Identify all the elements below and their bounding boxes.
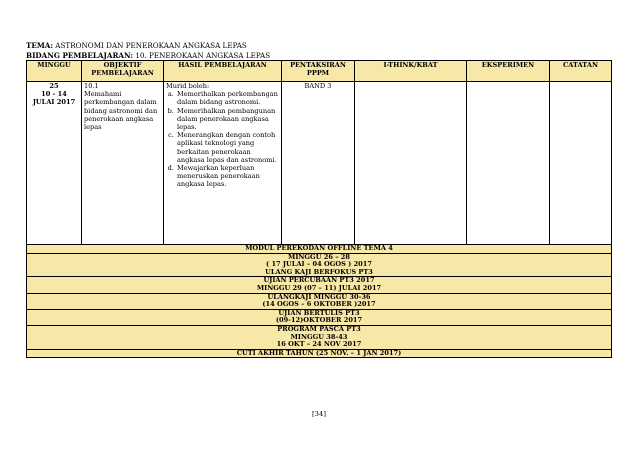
banner-cell xyxy=(27,245,612,254)
ithink-cell xyxy=(355,82,467,245)
banner-cell xyxy=(27,309,612,325)
banner-line: MINGGU 29 (07 – 11) JULAI 2017 xyxy=(256,283,382,292)
list-item: c. Menerangkan dengan contoh aplikasi teknologi yang berkaitan penerokaan angkasa lepas dan astronomi. xyxy=(176,131,279,164)
banner-program-pasca xyxy=(27,325,612,349)
banner-cell xyxy=(27,293,612,309)
banner-line: ULANGKAJI MINGGU 30-36 xyxy=(267,292,371,301)
list-item: d. Mewajarkan keperluan meneruskan penerokaan angkasa lepas. xyxy=(176,164,279,189)
banner-cell xyxy=(27,253,612,277)
banner-ujian-bertulis xyxy=(27,309,612,325)
header-eksperimen: EKSPERIMEN xyxy=(467,61,550,82)
header-pentaksiran: PENTAKSIRAN PPPM xyxy=(282,61,355,82)
header-catatan: CATATAN xyxy=(550,61,612,82)
banner-line: MINGGU 26 – 28 xyxy=(288,252,350,261)
banner-line: CUTI AKHIR TAHUN (25 NOV. – 1 JAN 2017) xyxy=(236,348,402,357)
header-hasil: HASIL PEMBELAJARAN xyxy=(164,61,282,82)
objektif-code: 10.1 xyxy=(84,82,99,90)
banner-line: 16 OKT – 24 NOV 2017 xyxy=(276,340,362,349)
hasil-list xyxy=(166,90,279,188)
objektif-cell xyxy=(82,82,164,245)
banner-ujian-percubaan xyxy=(27,277,612,293)
objektif-text: Memahami perkembangan dalam bidang astronomi dan penerokaan angkasa lepas xyxy=(84,90,158,132)
banner-line: PROGRAM PASCA PT3 xyxy=(277,324,361,333)
banner-line: (09-12)OKTOBER 2017 xyxy=(275,316,363,325)
list-item: a. Memerihalkan perkembangan dalam bidang astronomi. xyxy=(176,90,279,106)
banner-line: (14 OGOS – 6 OKTOBER )2017 xyxy=(262,300,376,309)
minggu-week: 25 xyxy=(49,82,59,90)
page-number: [34] xyxy=(312,410,326,418)
bidang-line xyxy=(26,51,270,60)
banner-line: ULANG KAJI BERFOKUS PT3 xyxy=(265,267,373,276)
tema-value: ASTRONOMI DAN PENEROKAAN ANGKASA LEPAS xyxy=(53,41,247,50)
table-row xyxy=(27,82,612,245)
hasil-cell xyxy=(164,82,282,245)
lesson-plan-table xyxy=(26,60,612,358)
tema-label: TEMA: xyxy=(26,41,54,50)
banner-cuti xyxy=(27,349,612,358)
banner-line: UJIAN PERCUBAAN PT3 2017 xyxy=(263,276,375,285)
header-minggu: MINGGU xyxy=(27,61,82,82)
hasil-intro: Murid boleh: xyxy=(166,82,210,90)
pentaksiran-cell: BAND 3 xyxy=(282,82,355,245)
bidang-value: 10. PENEROKAAN ANGKASA LEPAS xyxy=(132,51,271,60)
banner-minggu-26-28 xyxy=(27,253,612,277)
list-item: b. Memerihalkan pembangunan dalam penerokaan angkasa lepas. xyxy=(176,107,279,132)
banner-cell xyxy=(27,277,612,293)
table-header-row xyxy=(27,61,612,82)
banner-line: MODUL PEREKODAN OFFLINE TEMA 4 xyxy=(245,244,393,252)
banner-ulangkaji xyxy=(27,293,612,309)
banner-line: ( 17 JULAI – 04 OGOS ) 2017 xyxy=(266,260,372,269)
minggu-month: JULAI 2017 xyxy=(32,98,76,107)
catatan-cell xyxy=(550,82,612,245)
eksperimen-cell xyxy=(467,82,550,245)
minggu-dates: 10 - 14 xyxy=(41,90,67,99)
banner-line: UJIAN BERTULIS PT3 xyxy=(278,308,360,317)
header-ithink: I-THINK/KBAT xyxy=(355,61,467,82)
tema-line xyxy=(26,41,247,50)
bidang-label: BIDANG PEMBELAJARAN: xyxy=(26,51,133,60)
banner-cell xyxy=(27,325,612,349)
banner-line: MINGGU 38-43 xyxy=(290,332,348,341)
banner-cell xyxy=(27,349,612,358)
minggu-cell xyxy=(27,82,82,245)
banner-modul xyxy=(27,245,612,254)
header-objektif: OBJEKTIF PEMBELAJARAN xyxy=(82,61,164,82)
